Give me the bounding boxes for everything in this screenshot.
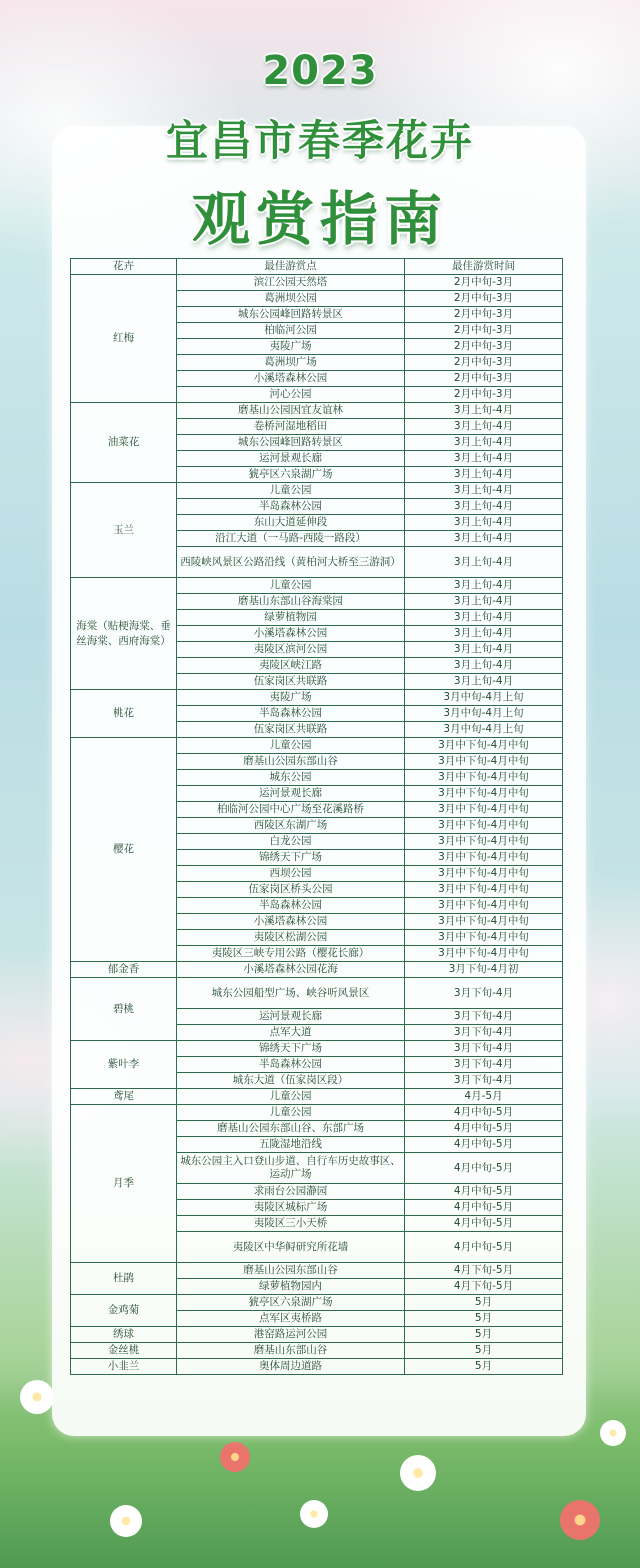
viewing-spot-cell: 卷桥河湿地稻田 [177, 419, 405, 435]
viewing-spot-cell: 运河景观长廊 [177, 1009, 405, 1025]
flower-name-cell: 油菜花 [71, 403, 177, 483]
viewing-spot-cell: 小溪塔森林公园花海 [177, 962, 405, 978]
viewing-spot-cell: 运河景观长廊 [177, 451, 405, 467]
viewing-spot-cell: 磨基山东部山谷海棠园 [177, 594, 405, 610]
viewing-spot-cell: 夷陵广场 [177, 339, 405, 355]
viewing-time-cell: 3月下旬-4月初 [405, 962, 563, 978]
viewing-time-cell: 3月中下旬-4月中旬 [405, 930, 563, 946]
viewing-spot-cell: 运河景观长廊 [177, 786, 405, 802]
viewing-time-cell: 3月中下旬-4月中旬 [405, 738, 563, 754]
viewing-time-cell: 2月中旬-3月 [405, 339, 563, 355]
viewing-time-cell: 3月下旬-4月 [405, 1041, 563, 1057]
viewing-time-cell: 4月下旬-5月 [405, 1279, 563, 1295]
flower-name-cell: 绣球 [71, 1327, 177, 1343]
viewing-time-cell: 3月上旬-4月 [405, 531, 563, 547]
viewing-time-cell: 3月上旬-4月 [405, 467, 563, 483]
flower-name-cell: 小韭兰 [71, 1359, 177, 1375]
flower-decoration [560, 1500, 600, 1540]
viewing-spot-cell: 夷陵区三峡专用公路（樱花长廊） [177, 946, 405, 962]
table-row [71, 1089, 563, 1105]
viewing-time-cell: 4月中旬-5月 [405, 1137, 563, 1153]
table-row [71, 275, 563, 291]
viewing-time-cell: 3月上旬-4月 [405, 515, 563, 531]
viewing-time-cell: 3月下旬-4月 [405, 978, 563, 1009]
flower-viewing-table [70, 258, 563, 1375]
viewing-spot-cell: 半岛森林公园 [177, 898, 405, 914]
viewing-spot-cell: 小溪塔森林公园 [177, 914, 405, 930]
viewing-time-cell: 5月 [405, 1295, 563, 1311]
viewing-spot-cell: 锦绣天下广场 [177, 1041, 405, 1057]
flower-name-cell: 月季 [71, 1105, 177, 1263]
viewing-spot-cell: 东山大道延伸段 [177, 515, 405, 531]
flower-name-cell: 樱花 [71, 738, 177, 962]
viewing-time-cell: 3月中下旬-4月中旬 [405, 786, 563, 802]
title-line-2: 观赏指南 [191, 185, 448, 253]
viewing-spot-cell: 磨基山公园因宜友谊林 [177, 403, 405, 419]
table-row [71, 962, 563, 978]
viewing-time-cell: 3月上旬-4月 [405, 674, 563, 690]
viewing-spot-cell: 猇亭区六泉湖广场 [177, 467, 405, 483]
viewing-spot-cell: 夷陵区滨河公园 [177, 642, 405, 658]
table-row [71, 1327, 563, 1343]
viewing-spot-cell: 夷陵区三小天桥 [177, 1216, 405, 1232]
header-spot: 最佳游赏点 [177, 259, 405, 275]
viewing-time-cell: 5月 [405, 1359, 563, 1375]
flower-name-cell: 碧桃 [71, 978, 177, 1041]
table-row [71, 690, 563, 706]
viewing-spot-cell: 磨基山公园东部山谷、东部广场 [177, 1121, 405, 1137]
table-row [71, 1295, 563, 1311]
flower-name-cell: 金鸡菊 [71, 1295, 177, 1327]
table-row [71, 1359, 563, 1375]
viewing-spot-cell: 奥体周边道路 [177, 1359, 405, 1375]
viewing-spot-cell: 西陵峡风景区公路沿线（黄柏河大桥至三游洞） [177, 547, 405, 578]
title-year: 2023 [262, 48, 378, 94]
viewing-spot-cell: 城东公园峰回路转景区 [177, 307, 405, 323]
viewing-time-cell: 3月上旬-4月 [405, 578, 563, 594]
viewing-spot-cell: 白龙公园 [177, 834, 405, 850]
viewing-time-cell: 3月上旬-4月 [405, 435, 563, 451]
viewing-time-cell: 4月中旬-5月 [405, 1200, 563, 1216]
viewing-time-cell: 3月上旬-4月 [405, 547, 563, 578]
viewing-spot-cell: 沿江大道（一马路-西陵一路段） [177, 531, 405, 547]
viewing-time-cell: 5月 [405, 1343, 563, 1359]
viewing-spot-cell: 城东公园峰回路转景区 [177, 435, 405, 451]
flower-decoration [400, 1455, 436, 1491]
flower-name-cell: 玉兰 [71, 483, 177, 578]
table-row [71, 1105, 563, 1121]
viewing-time-cell: 3月中旬-4月上旬 [405, 722, 563, 738]
flower-name-cell: 桃花 [71, 690, 177, 738]
viewing-time-cell: 3月上旬-4月 [405, 403, 563, 419]
viewing-spot-cell: 柏临河公园 [177, 323, 405, 339]
viewing-spot-cell: 城东公园船型广场、峡谷听风景区 [177, 978, 405, 1009]
viewing-time-cell: 3月中下旬-4月中旬 [405, 834, 563, 850]
viewing-spot-cell: 港窑路运河公园 [177, 1327, 405, 1343]
viewing-time-cell: 3月中下旬-4月中旬 [405, 754, 563, 770]
viewing-spot-cell: 点军区夷桥路 [177, 1311, 405, 1327]
flower-decoration [300, 1500, 328, 1528]
viewing-time-cell: 3月上旬-4月 [405, 483, 563, 499]
flower-name-cell: 红梅 [71, 275, 177, 403]
viewing-time-cell: 5月 [405, 1327, 563, 1343]
viewing-spot-cell: 夷陵区中华鲟研究所花墙 [177, 1232, 405, 1263]
viewing-time-cell: 3月上旬-4月 [405, 626, 563, 642]
flower-name-cell: 鸢尾 [71, 1089, 177, 1105]
flower-name-cell: 金丝桃 [71, 1343, 177, 1359]
table-row [71, 578, 563, 594]
viewing-time-cell: 3月下旬-4月 [405, 1073, 563, 1089]
viewing-time-cell: 3月中旬-4月上旬 [405, 706, 563, 722]
viewing-time-cell: 3月下旬-4月 [405, 1025, 563, 1041]
viewing-time-cell: 3月上旬-4月 [405, 642, 563, 658]
viewing-spot-cell: 磨基山公园东部山谷 [177, 1263, 405, 1279]
viewing-time-cell: 3月中下旬-4月中旬 [405, 818, 563, 834]
viewing-time-cell: 3月中下旬-4月中旬 [405, 866, 563, 882]
viewing-spot-cell: 夷陵区峡江路 [177, 658, 405, 674]
viewing-spot-cell: 磨基山公园东部山谷 [177, 754, 405, 770]
table-header-row [71, 259, 563, 275]
viewing-time-cell: 4月中旬-5月 [405, 1105, 563, 1121]
viewing-time-cell: 3月中下旬-4月中旬 [405, 914, 563, 930]
viewing-spot-cell: 儿童公园 [177, 738, 405, 754]
table-row [71, 738, 563, 754]
viewing-spot-cell: 儿童公园 [177, 578, 405, 594]
viewing-time-cell: 4月中旬-5月 [405, 1184, 563, 1200]
viewing-spot-cell: 城东大道（伍家岗区段） [177, 1073, 405, 1089]
viewing-spot-cell: 城东公园 [177, 770, 405, 786]
flower-decoration [20, 1380, 54, 1414]
viewing-time-cell: 2月中旬-3月 [405, 323, 563, 339]
viewing-time-cell: 2月中旬-3月 [405, 275, 563, 291]
viewing-time-cell: 2月中旬-3月 [405, 355, 563, 371]
viewing-spot-cell: 猇亭区六泉湖广场 [177, 1295, 405, 1311]
viewing-spot-cell: 西坝公园 [177, 866, 405, 882]
viewing-spot-cell: 小溪塔森林公园 [177, 626, 405, 642]
table-row [71, 1263, 563, 1279]
flower-name-cell: 郁金香 [71, 962, 177, 978]
flower-decoration [220, 1442, 250, 1472]
viewing-time-cell: 4月中旬-5月 [405, 1216, 563, 1232]
viewing-time-cell: 3月下旬-4月 [405, 1009, 563, 1025]
viewing-spot-cell: 求雨台公园瀞园 [177, 1184, 405, 1200]
viewing-spot-cell: 夷陵广场 [177, 690, 405, 706]
viewing-spot-cell: 城东公园主入口登山步道、自行车历史故事区、运动广场 [177, 1153, 405, 1184]
viewing-time-cell: 3月上旬-4月 [405, 451, 563, 467]
viewing-time-cell: 3月中下旬-4月中旬 [405, 898, 563, 914]
viewing-time-cell: 2月中旬-3月 [405, 371, 563, 387]
viewing-spot-cell: 锦绣天下广场 [177, 850, 405, 866]
viewing-time-cell: 4月下旬-5月 [405, 1263, 563, 1279]
viewing-spot-cell: 儿童公园 [177, 483, 405, 499]
viewing-time-cell: 4月中旬-5月 [405, 1121, 563, 1137]
viewing-spot-cell: 夷陵区城标广场 [177, 1200, 405, 1216]
viewing-spot-cell: 滨江公园天然塔 [177, 275, 405, 291]
viewing-spot-cell: 夷陵区松湖公园 [177, 930, 405, 946]
viewing-spot-cell: 绿萝植物园内 [177, 1279, 405, 1295]
viewing-spot-cell: 磨基山东部山谷 [177, 1343, 405, 1359]
title-line-1: 宜昌市春季花卉 [165, 116, 474, 165]
table-row [71, 1041, 563, 1057]
viewing-spot-cell: 伍家岗区桥头公园 [177, 882, 405, 898]
viewing-spot-cell: 半岛森林公园 [177, 499, 405, 515]
viewing-time-cell: 3月中下旬-4月中旬 [405, 882, 563, 898]
flower-name-cell: 紫叶李 [71, 1041, 177, 1089]
viewing-time-cell: 5月 [405, 1311, 563, 1327]
viewing-spot-cell: 河心公园 [177, 387, 405, 403]
header-flower: 花卉 [71, 259, 177, 275]
viewing-time-cell: 3月上旬-4月 [405, 594, 563, 610]
viewing-time-cell: 3月上旬-4月 [405, 499, 563, 515]
viewing-spot-cell: 小溪塔森林公园 [177, 371, 405, 387]
flower-decoration [600, 1420, 626, 1446]
viewing-spot-cell: 半岛森林公园 [177, 1057, 405, 1073]
viewing-spot-cell: 绿萝植物园 [177, 610, 405, 626]
viewing-time-cell: 2月中旬-3月 [405, 291, 563, 307]
table-row [71, 978, 563, 1009]
viewing-spot-cell: 儿童公园 [177, 1105, 405, 1121]
viewing-spot-cell: 半岛森林公园 [177, 706, 405, 722]
table-row [71, 483, 563, 499]
table-row [71, 403, 563, 419]
viewing-time-cell: 3月上旬-4月 [405, 658, 563, 674]
viewing-time-cell: 3月中下旬-4月中旬 [405, 946, 563, 962]
viewing-time-cell: 4月中旬-5月 [405, 1232, 563, 1263]
table-row [71, 1343, 563, 1359]
viewing-time-cell: 3月上旬-4月 [405, 419, 563, 435]
viewing-spot-cell: 伍家岗区共联路 [177, 722, 405, 738]
viewing-spot-cell: 柏临河公园中心广场至花溪路桥 [177, 802, 405, 818]
flower-decoration [110, 1505, 142, 1537]
flower-name-cell: 海棠（贴梗海棠、垂丝海棠、西府海棠） [71, 578, 177, 690]
viewing-spot-cell: 伍家岗区共联路 [177, 674, 405, 690]
viewing-time-cell: 3月下旬-4月 [405, 1057, 563, 1073]
flower-name-cell: 杜鹃 [71, 1263, 177, 1295]
viewing-spot-cell: 儿童公园 [177, 1089, 405, 1105]
viewing-time-cell: 2月中旬-3月 [405, 387, 563, 403]
viewing-time-cell: 3月中下旬-4月中旬 [405, 850, 563, 866]
viewing-spot-cell: 西陵区东湖广场 [177, 818, 405, 834]
viewing-time-cell: 3月上旬-4月 [405, 610, 563, 626]
viewing-time-cell: 4月-5月 [405, 1089, 563, 1105]
header-time: 最佳游赏时间 [405, 259, 563, 275]
viewing-spot-cell: 五陇湿地沿线 [177, 1137, 405, 1153]
viewing-time-cell: 3月中下旬-4月中旬 [405, 770, 563, 786]
viewing-time-cell: 2月中旬-3月 [405, 307, 563, 323]
viewing-time-cell: 3月中旬-4月上旬 [405, 690, 563, 706]
viewing-spot-cell: 葛洲坝公园 [177, 291, 405, 307]
viewing-time-cell: 3月中下旬-4月中旬 [405, 802, 563, 818]
viewing-spot-cell: 葛洲坝广场 [177, 355, 405, 371]
viewing-spot-cell: 点军大道 [177, 1025, 405, 1041]
viewing-time-cell: 4月中旬-5月 [405, 1153, 563, 1184]
